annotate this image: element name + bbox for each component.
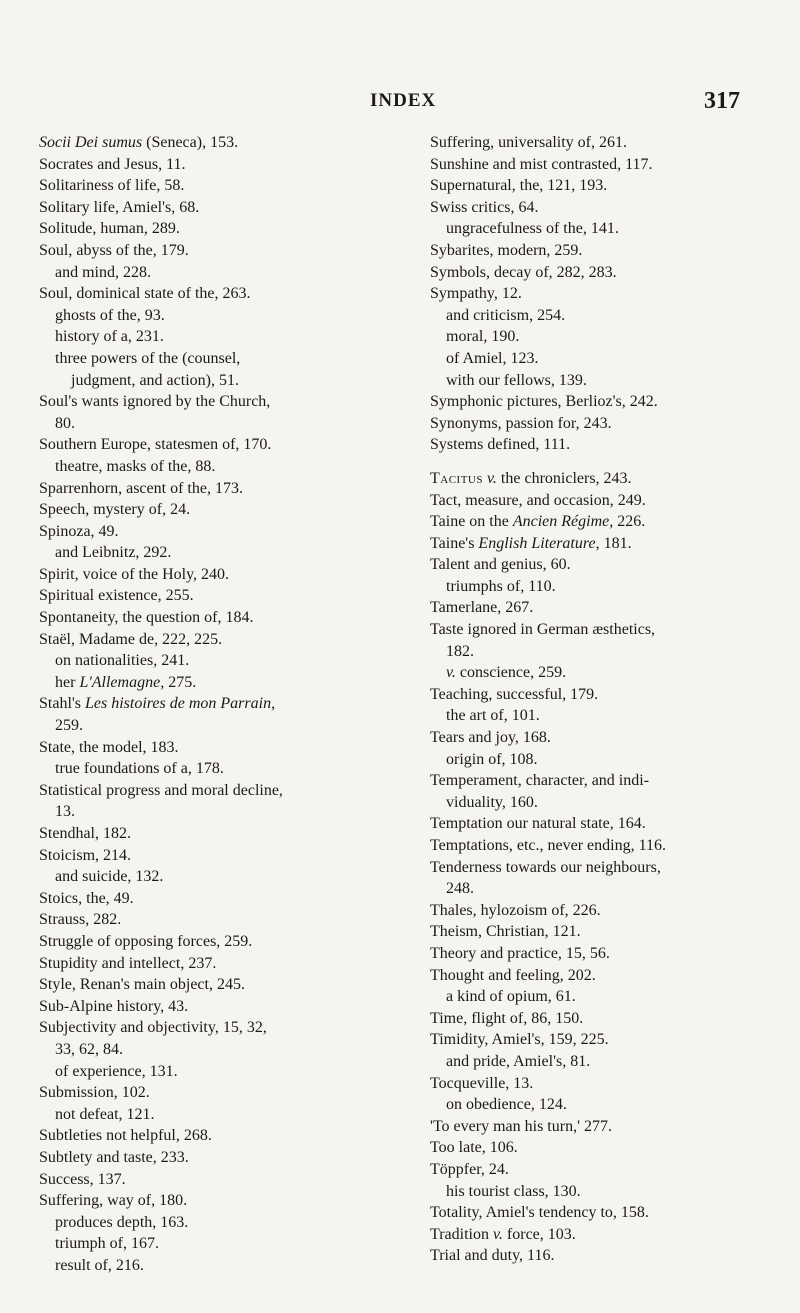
index-entry: Speech, mystery of, 24. <box>39 501 191 519</box>
index-subentry: ungracefulness of the, 141. <box>446 220 619 238</box>
index-column-left <box>39 132 349 1276</box>
index-entry: Subtleties not helpful, 268. <box>39 1127 212 1145</box>
index-entry: Stendhal, 182. <box>39 825 131 842</box>
index-entry: Spinoza, 49. <box>39 522 119 540</box>
index-entry: Thales, hylozoism of, 226. <box>430 901 601 919</box>
index-entry: Systems defined, 111. <box>430 436 571 454</box>
index-entry: 'To every man his turn,' 277. <box>430 1117 612 1135</box>
index-entry: Statistical progress and moral decline, <box>39 781 283 799</box>
index-subentry: the art of, 101. <box>446 707 540 725</box>
index-subentry: 80. <box>55 414 75 432</box>
index-subentry: ghosts of the, 93. <box>55 306 165 324</box>
index-entry: Stahl's Les histoires de mon Parrain, <box>39 695 276 713</box>
index-subentry: theatre, masks of the, 88. <box>55 457 216 475</box>
index-subentry: judgment, and action), 51. <box>71 371 239 389</box>
index-entry: Solitary life, Amiel's, 68. <box>39 198 200 216</box>
index-subentry: produces depth, 163. <box>55 1213 189 1231</box>
index-entry: Timidity, Amiel's, 159, 225. <box>430 1031 609 1049</box>
index-entry: Tacitus v. the chroniclers, 243. <box>430 469 632 487</box>
index-subentry: not defeat, 121. <box>55 1105 155 1123</box>
index-subentry: viduality, 160. <box>446 793 538 811</box>
index-entry: Stoicism, 214. <box>39 846 132 864</box>
index-entry: Sunshine and mist contrasted, 117. <box>430 155 653 173</box>
index-subentry: history of a, 231. <box>55 328 164 346</box>
index-entry: Southern Europe, statesmen of, 170. <box>39 436 272 454</box>
index-entry: Suffering, way of, 180. <box>39 1192 188 1210</box>
index-entry: Tocqueville, 13. <box>430 1074 534 1092</box>
running-title: INDEX <box>370 90 437 111</box>
index-entry: Theism, Christian, 121. <box>430 923 581 941</box>
index-entry: Socrates and Jesus, 11. <box>39 155 186 173</box>
index-entry: Sympathy, 12. <box>430 285 522 303</box>
index-entry: Symbols, decay of, 282, 283. <box>430 263 617 281</box>
index-subentry: true foundations of a, 178. <box>55 760 224 778</box>
index-entry: Temptation our natural state, 164. <box>430 815 646 833</box>
index-subentry: and suicide, 132. <box>55 868 164 886</box>
index-entry: Solitariness of life, 58. <box>39 177 185 195</box>
index-entry: Teaching, successful, 179. <box>430 685 599 703</box>
index-entry: Thought and feeling, 202. <box>430 966 596 984</box>
index-subentry: a kind of opium, 61. <box>446 988 576 1006</box>
index-subentry: 13. <box>55 803 75 821</box>
index-entry: Talent and genius, 60. <box>430 556 571 574</box>
index-subentry: and pride, Amiel's, 81. <box>446 1052 591 1070</box>
index-entry: Tenderness towards our neighbours, <box>430 858 661 876</box>
index-entry: Soul, dominical state of the, 263. <box>39 285 251 303</box>
index-entry: Staël, Madame de, 222, 225. <box>39 630 223 648</box>
index-entry: Spontaneity, the question of, 184. <box>39 609 254 627</box>
index-entry: Submission, 102. <box>39 1084 150 1102</box>
index-entry: Sub-Alpine history, 43. <box>39 997 189 1015</box>
index-entry: Too late, 106. <box>430 1139 518 1157</box>
index-entry: Spirit, voice of the Holy, 240. <box>39 565 230 583</box>
index-subentry: on obedience, 124. <box>446 1096 567 1114</box>
index-subentry: result of, 216. <box>55 1256 144 1274</box>
index-subentry: 259. <box>55 717 83 735</box>
index-entry: Stupidity and intellect, 237. <box>39 954 217 972</box>
index-subentry: 33, 62, 84. <box>55 1040 123 1058</box>
index-subentry: three powers of the (counsel, <box>55 349 241 367</box>
index-entry: Subjectivity and objectivity, 15, 32, <box>39 1019 267 1037</box>
index-entry: Stoics, the, 49. <box>39 889 134 907</box>
index-entry: Sparrenhorn, ascent of the, 173. <box>39 479 243 497</box>
index-subentry: 182. <box>446 642 474 660</box>
index-entry: Soul, abyss of the, 179. <box>39 241 189 259</box>
index-entry: Tamerlane, 267. <box>430 599 534 617</box>
index-subentry: and criticism, 254. <box>446 306 566 324</box>
index-subentry: of experience, 131. <box>55 1062 178 1080</box>
index-entry: Sybarites, modern, 259. <box>430 241 583 259</box>
index-entry: Strauss, 282. <box>39 911 122 929</box>
index-subentry: triumphs of, 110. <box>446 577 556 595</box>
index-entry: Theory and practice, 15, 56. <box>430 944 610 962</box>
index-subentry: with our fellows, 139. <box>446 371 587 389</box>
index-subentry: 248. <box>446 880 474 898</box>
index-entry: State, the model, 183. <box>39 738 179 756</box>
index-subentry: v. conscience, 259. <box>446 664 567 682</box>
index-column-right <box>430 132 735 1267</box>
index-subentry: and mind, 228. <box>55 263 151 281</box>
index-subentry: on nationalities, 241. <box>55 652 190 670</box>
index-entry: Taine's English Literature, 181. <box>430 534 632 552</box>
index-entry: Tact, measure, and occasion, 249. <box>430 491 646 509</box>
index-subentry: and Leibnitz, 292. <box>55 544 172 562</box>
index-subentry: her L'Allemagne, 275. <box>55 673 197 691</box>
index-entry: Tears and joy, 168. <box>430 729 551 747</box>
index-entry: Swiss critics, 64. <box>430 198 539 216</box>
index-entry: Suffering, universality of, 261. <box>430 134 628 151</box>
index-entry: Tradition v. force, 103. <box>430 1225 576 1243</box>
index-entry: Supernatural, the, 121, 193. <box>430 177 608 195</box>
index-entry: Time, flight of, 86, 150. <box>430 1009 584 1027</box>
index-entry: Socii Dei sumus (Seneca), 153. <box>39 134 239 151</box>
index-entry: Symphonic pictures, Berlioz's, 242. <box>430 393 658 411</box>
index-entry: Trial and duty, 116. <box>430 1247 555 1265</box>
index-subentry: his tourist class, 130. <box>446 1182 581 1200</box>
page-header <box>0 90 800 120</box>
index-entry: Solitude, human, 289. <box>39 220 180 238</box>
index-entry: Struggle of opposing forces, 259. <box>39 932 253 950</box>
index-entry: Taste ignored in German æsthetics, <box>430 621 656 639</box>
index-subentry: origin of, 108. <box>446 750 538 768</box>
index-entry: Temperament, character, and indi- <box>430 772 650 790</box>
index-entry: Subtlety and taste, 233. <box>39 1148 189 1166</box>
index-subentry: moral, 190. <box>446 328 520 346</box>
index-entry: Spiritual existence, 255. <box>39 587 194 605</box>
index-entry: Totality, Amiel's tendency to, 158. <box>430 1204 649 1222</box>
index-entry: Success, 137. <box>39 1170 126 1188</box>
index-entry: Taine on the Ancien Régime, 226. <box>430 513 646 531</box>
index-entry: Temptations, etc., never ending, 116. <box>430 837 666 854</box>
index-entry: Synonyms, passion for, 243. <box>430 414 612 432</box>
index-subentry: of Amiel, 123. <box>446 349 539 367</box>
index-entry: Style, Renan's main object, 245. <box>39 976 245 994</box>
page-number: 317 <box>704 88 740 114</box>
index-entry: Soul's wants ignored by the Church, <box>39 393 271 411</box>
index-subentry: triumph of, 167. <box>55 1235 159 1253</box>
index-entry: Töppfer, 24. <box>430 1160 509 1178</box>
